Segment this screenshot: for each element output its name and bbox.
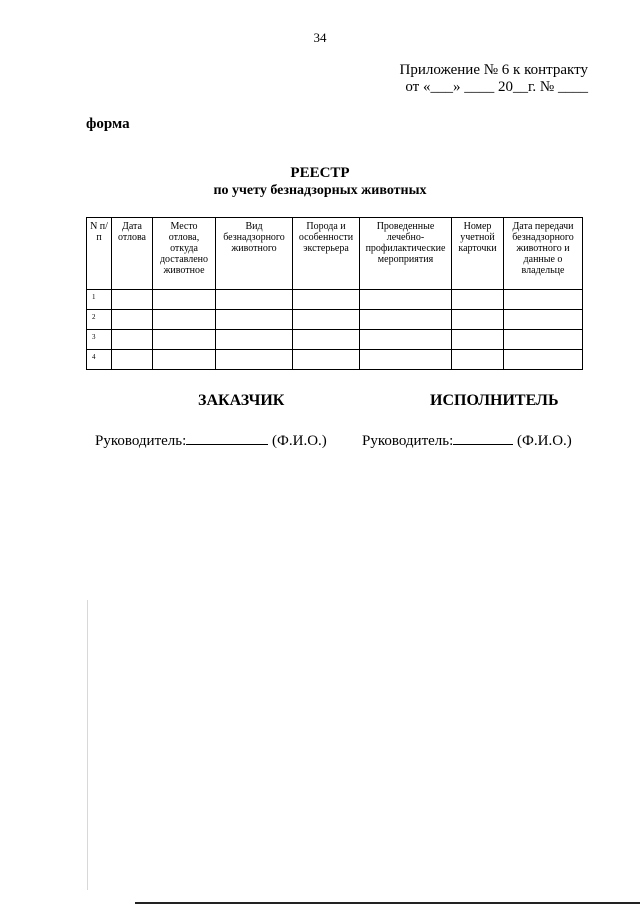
appendix-reference (399, 62, 588, 96)
table-cell (504, 290, 583, 310)
row-number: 2 (87, 310, 112, 330)
scan-edge-bottom (135, 902, 640, 904)
table-cell (504, 330, 583, 350)
header-capture-place: Место отлова, откуда доставлено животное (153, 218, 216, 290)
title-line-1: РЕЕСТР (290, 165, 350, 181)
table-cell (216, 330, 293, 350)
appendix-line-1: Приложение № 6 к контракту (399, 62, 588, 78)
scan-edge-left (87, 600, 88, 890)
table-cell (504, 350, 583, 370)
table-cell (112, 310, 153, 330)
table-cell (153, 330, 216, 350)
table-cell (293, 350, 360, 370)
document-title (0, 164, 640, 200)
header-breed: Порода и особенности экстерьера (293, 218, 360, 290)
contractor-head-label: Руководитель: (362, 433, 454, 449)
table-cell (360, 330, 452, 350)
registry-table (86, 217, 583, 370)
form-label: форма (86, 116, 130, 132)
title-line-2: по учету безнадзорных животных (213, 183, 427, 198)
header-transfer-date: Дата передачи безнадзорного животного и данные о владельце (504, 218, 583, 290)
table-cell (112, 350, 153, 370)
table-cell (293, 310, 360, 330)
table-row (87, 310, 583, 330)
table-cell (452, 310, 504, 330)
table-cell (216, 310, 293, 330)
appendix-line-2: от «___» ____ 20__г. № ____ (405, 79, 588, 95)
row-number: 3 (87, 330, 112, 350)
table-cell (452, 350, 504, 370)
customer-signature-line (95, 432, 327, 450)
table-cell (153, 350, 216, 370)
table-cell (452, 290, 504, 310)
contractor-signature-line (362, 432, 572, 450)
table-cell (216, 350, 293, 370)
table-cell (112, 290, 153, 310)
customer-heading: ЗАКАЗЧИК (198, 392, 285, 409)
header-animal-type: Вид безнадзорного животного (216, 218, 293, 290)
table-cell (360, 310, 452, 330)
table-cell (452, 330, 504, 350)
table-cell (293, 330, 360, 350)
table-cell (504, 310, 583, 330)
table-cell (153, 290, 216, 310)
table-row (87, 350, 583, 370)
table-row (87, 330, 583, 350)
table-row (87, 290, 583, 310)
table-cell (153, 310, 216, 330)
table-cell (293, 290, 360, 310)
header-number: N п/п (87, 218, 112, 290)
table-cell (112, 330, 153, 350)
contractor-signature-blank (453, 432, 513, 445)
table-cell (216, 290, 293, 310)
customer-head-label: Руководитель: (95, 433, 187, 449)
header-capture-date: Дата отлова (112, 218, 153, 290)
table-cell (360, 290, 452, 310)
customer-fio-label: (Ф.И.О.) (272, 433, 327, 449)
row-number: 1 (87, 290, 112, 310)
contractor-fio-label: (Ф.И.О.) (517, 433, 572, 449)
customer-signature-blank (186, 432, 268, 445)
row-number: 4 (87, 350, 112, 370)
table-header-row (87, 218, 583, 290)
header-treatment: Проведенные лечебно-профилактические мероприятия (360, 218, 452, 290)
contractor-heading: ИСПОЛНИТЕЛЬ (430, 392, 559, 409)
table-cell (360, 350, 452, 370)
page-number: 34 (313, 30, 327, 45)
header-card-number: Номер учетной карточки (452, 218, 504, 290)
